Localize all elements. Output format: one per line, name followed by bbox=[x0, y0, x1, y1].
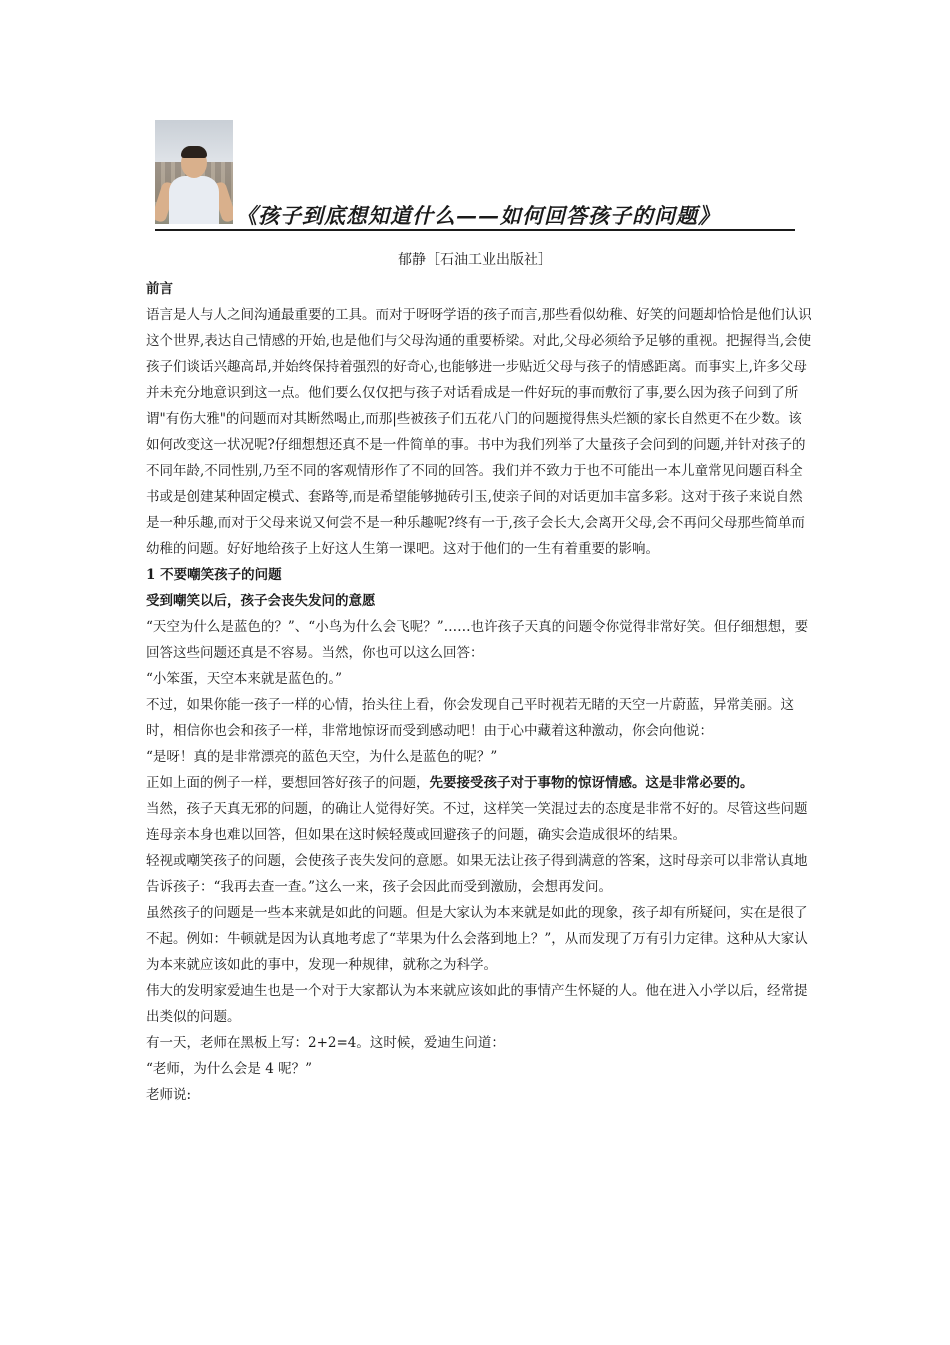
paragraph: “天空为什么是蓝色的？”、“小鸟为什么会飞呢？”……也许孩子天真的问题令你觉得非常好笑。但仔细想想，要回答这些问题还真是不容易。当然，你也可以这么回答： bbox=[146, 619, 809, 661]
subsection-heading: 受到嘲笑以后，孩子会丧失发问的意愿 bbox=[146, 593, 376, 609]
paragraph: 当然，孩子天真无邪的问题，的确让人觉得好笑。不过，这样笑一笑混过去的态度是非常不好的。尽管这些问题连母亲本身也难以回答，但如果在这时候轻蔑或回避孩子的问题，确实会造成很坏的结果。 bbox=[146, 801, 808, 843]
paragraph: 语言是人与人之间沟通最重要的工具。而对于呀呀学语的孩子而言,那些看似幼稚、好笑的问题却恰恰是他们认识这个世界,表达自己情感的开始,也是他们与父母沟通的重要桥梁。对此,父母必须给予足够的重视。把握得当,会使孩子们谈话兴趣高昂,并始终保持着强烈的好奇心,也能够进一步贴近父母与孩子的情感距离。而事实上,许多父母并未充分地意识到这一点。他们要么仅仅把与孩子对话看成是一件好玩的事而敷衍了事,要么因为孩子问到了所谓"有伤大雅"的问题而对其断然喝止,而那|些被孩子们五花八门的问题搅得焦头烂额的家长自然更不在少数。该如何改变这一状况呢?仔细想想还真不是一件简单的事。书中为我们列举了大量孩子会问到的问题,并针对孩子的不同年龄,不同性别,乃至不同的客观情形作了不同的回答。我们并不致力于也不可能出一本儿童常见问题百科全书或是创建某种固定模式、套路等,而是希望能够抛砖引玉,使亲子间的对话更加丰富多彩。这对于孩子来说自然是一种乐趣,而对于父母来说又何尝不是一种乐趣呢?终有一于,孩子会长大,会离开父母,会不再问父母那些简单而幼稚的问题。好好地给孩子上好这人生第一课吧。这对于他们的一生有着重要的影响。 bbox=[146, 307, 812, 557]
paragraph: “老师，为什么会是 4 呢？” bbox=[146, 1061, 312, 1077]
heading-preface: 前言 bbox=[146, 281, 173, 297]
paragraph: 有一天，老师在黑板上写：2+2=4。这时候，爱迪生问道： bbox=[146, 1035, 505, 1051]
paragraph-with-emphasis bbox=[146, 770, 814, 796]
child-photo bbox=[155, 120, 233, 224]
paragraph: 轻视或嘲笑孩子的问题，会使孩子丧失发问的意愿。如果无法让孩子得到满意的答案，这时母亲可以非常认真地告诉孩子：“我再去查一查。”这么一来，孩子会因此而受到激励，会想再发问。 bbox=[146, 853, 808, 895]
paragraph: “小笨蛋，天空本来就是蓝色的。” bbox=[146, 671, 343, 687]
emphasis-text: 先要接受孩子对于事物的惊讶情感。这是非常必要的。 bbox=[429, 775, 754, 791]
book-title: 《孩子到底想知道什么——如何回答孩子的问题》 bbox=[236, 203, 720, 228]
paragraph-lead: 正如上面的例子一样，要想回答好孩子的问题， bbox=[146, 775, 430, 791]
paragraph: 不过，如果你能一孩子一样的心情，抬头往上看，你会发现自己平时视若无睹的天空一片蔚蓝，异常美丽。这时，相信你也会和孩子一样，非常地惊讶而受到感动吧！由于心中藏着这种激动，你会向他说： bbox=[146, 697, 794, 739]
paragraph: 老师说: bbox=[146, 1087, 192, 1103]
body-text bbox=[146, 276, 814, 1108]
paragraph: “是呀！真的是非常漂亮的蓝色天空，为什么是蓝色的呢？” bbox=[146, 749, 498, 765]
paragraph: 虽然孩子的问题是一些本来就是如此的问题。但是大家认为本来就是如此的现象，孩子却有所疑问，实在是很了不起。例如：牛顿就是因为认真地考虑了“苹果为什么会落到地上？”，从而发现了万有引力定律。这种从大家认为本来就应该如此的事中，发现一种规律，就称之为科学。 bbox=[146, 905, 808, 973]
paragraph: 伟大的发明家爱迪生也是一个对于大家都认为本来就应该如此的事情产生怀疑的人。他在进入小学以后，经常提出类似的问题。 bbox=[146, 983, 808, 1025]
title-underline bbox=[155, 229, 795, 231]
author-line: 郁静［石油工业出版社］ bbox=[398, 252, 552, 268]
section-heading: 1 不要嘲笑孩子的问题 bbox=[146, 567, 282, 583]
